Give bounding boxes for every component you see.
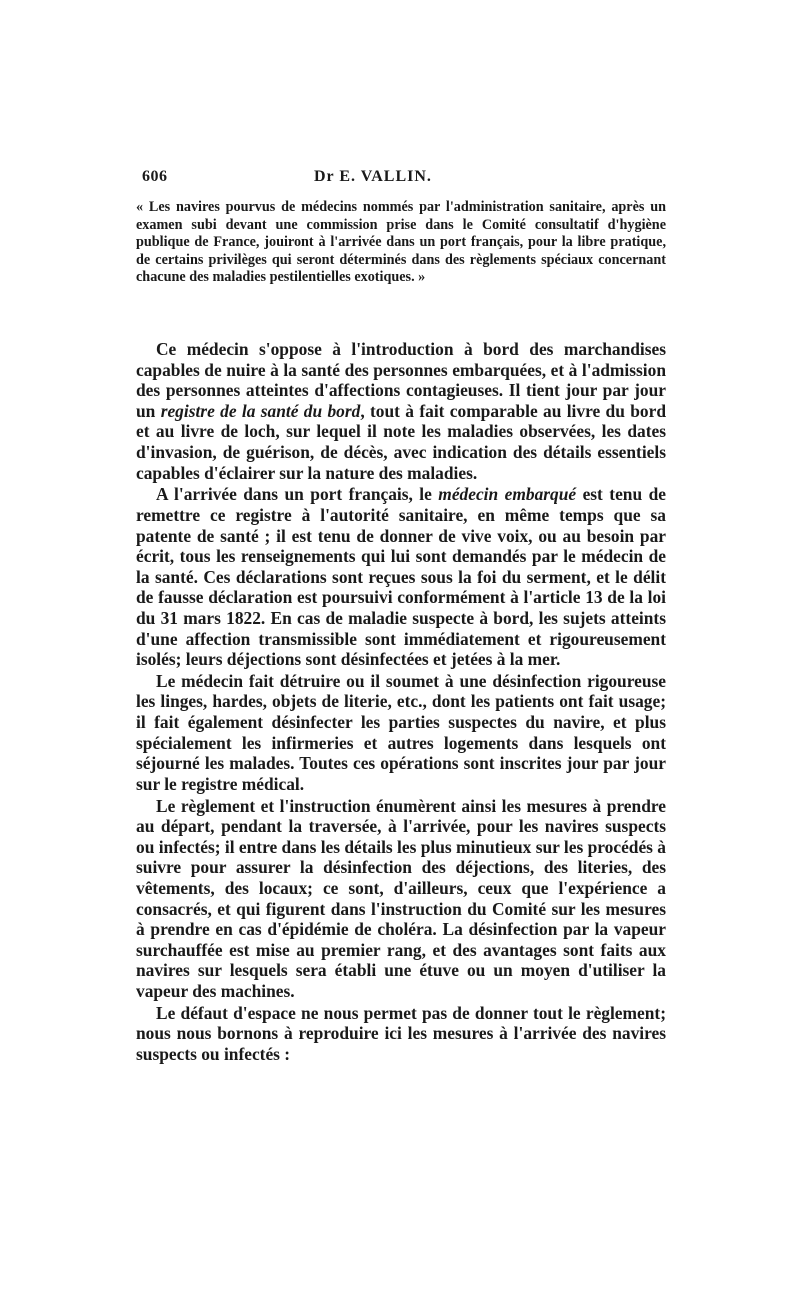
body-text: [136, 339, 666, 1066]
page-number: 606: [142, 168, 168, 185]
paragraph-4: Le règlement et l'instruction énumèrent ainsi les mesures à prendre au départ, pendant la traversée, à l'arrivée, pour les navires suspects ou infectés; il entre dans les détails les plus minutieux sur les procédés à suivre pour assurer la désinfection des déjections, des literies, des vêtements, des locaux; ce sont, d'ailleurs, ceux que l'expérience a consacrés, et qui figurent dans l'instruction du Comité sur les mesures à prendre en cas d'épidémie de choléra. La désinfection par la vapeur surchauffée est mise au premier rang, et des avantages sont faits aux navires sur lesquels sera établi une étuve ou un moyen d'utiliser la vapeur des machines.: [136, 795, 666, 1001]
running-head-author: Dr E. VALLIN.: [314, 168, 432, 185]
paragraph-2: A l'arrivée dans un port français, le médecin embarqué est tenu de remettre ce registre à l'autorité sanitaire, en même temps que sa patente de santé ; il est tenu de donner de vive voix, ou au besoin par écrit, tous les renseignements qui lui sont demandés par le médecin de la santé. Ces déclarations sont reçues sous la foi du serment, et le délit de fausse déclaration est poursuivi conformément à l'article 13 de la loi du 31 mars 1822. En cas de maladie suspecte à bord, les sujets atteints d'une affection transmissible sont immédiatement et rigoureusement isolés; leurs déjections sont désinfectées et jetées à la mer.: [136, 484, 666, 670]
paragraph-2-emphasis: médecin embarqué: [438, 484, 577, 505]
quoted-article: « Les navires pourvus de médecins nommés par l'administration sanitaire, après un examen subi devant une commission prise dans le Comité consultatif d'hygiène publique de France, jouiront à l'arrivée dans un port français, pour la libre pratique, de certains privilèges qui seront déterminés dans des règlements spéciaux concernant chacune des maladies pestilentielles exotiques. »: [136, 199, 666, 286]
running-head: [142, 168, 662, 190]
paragraph-1-emphasis: registre de la santé du bord: [160, 400, 361, 421]
paragraph-3: Le médecin fait détruire ou il soumet à une désinfection rigoureuse les linges, hardes, objets de literie, etc., dont les patients ont fait usage; il fait également désinfecter les parties suspectes du navire, et plus spécialement les infirmeries et autres logements dans lesquels ont séjourné les malades. Toutes ces opérations sont inscrites jour par jour sur le registre médical.: [136, 670, 666, 794]
paragraph-5: Le défaut d'espace ne nous permet pas de donner tout le règlement; nous nous bornons à reproduire ici les mesures à l'arrivée des navires suspects ou infectés :: [136, 1002, 666, 1064]
paragraph-1: Ce médecin s'oppose à l'introduction à bord des marchandises capables de nuire à la santé des personnes embarquées, et à l'admission des personnes atteintes d'affections contagieuses. Il tient jour par jour un registre de la santé du bord, tout à fait comparable au livre du bord et au livre de loch, sur lequel il note les maladies observées, les dates d'invasion, de guérison, de décès, avec indication des détails essentiels capables d'éclairer sur la nature des maladies.: [136, 339, 666, 483]
